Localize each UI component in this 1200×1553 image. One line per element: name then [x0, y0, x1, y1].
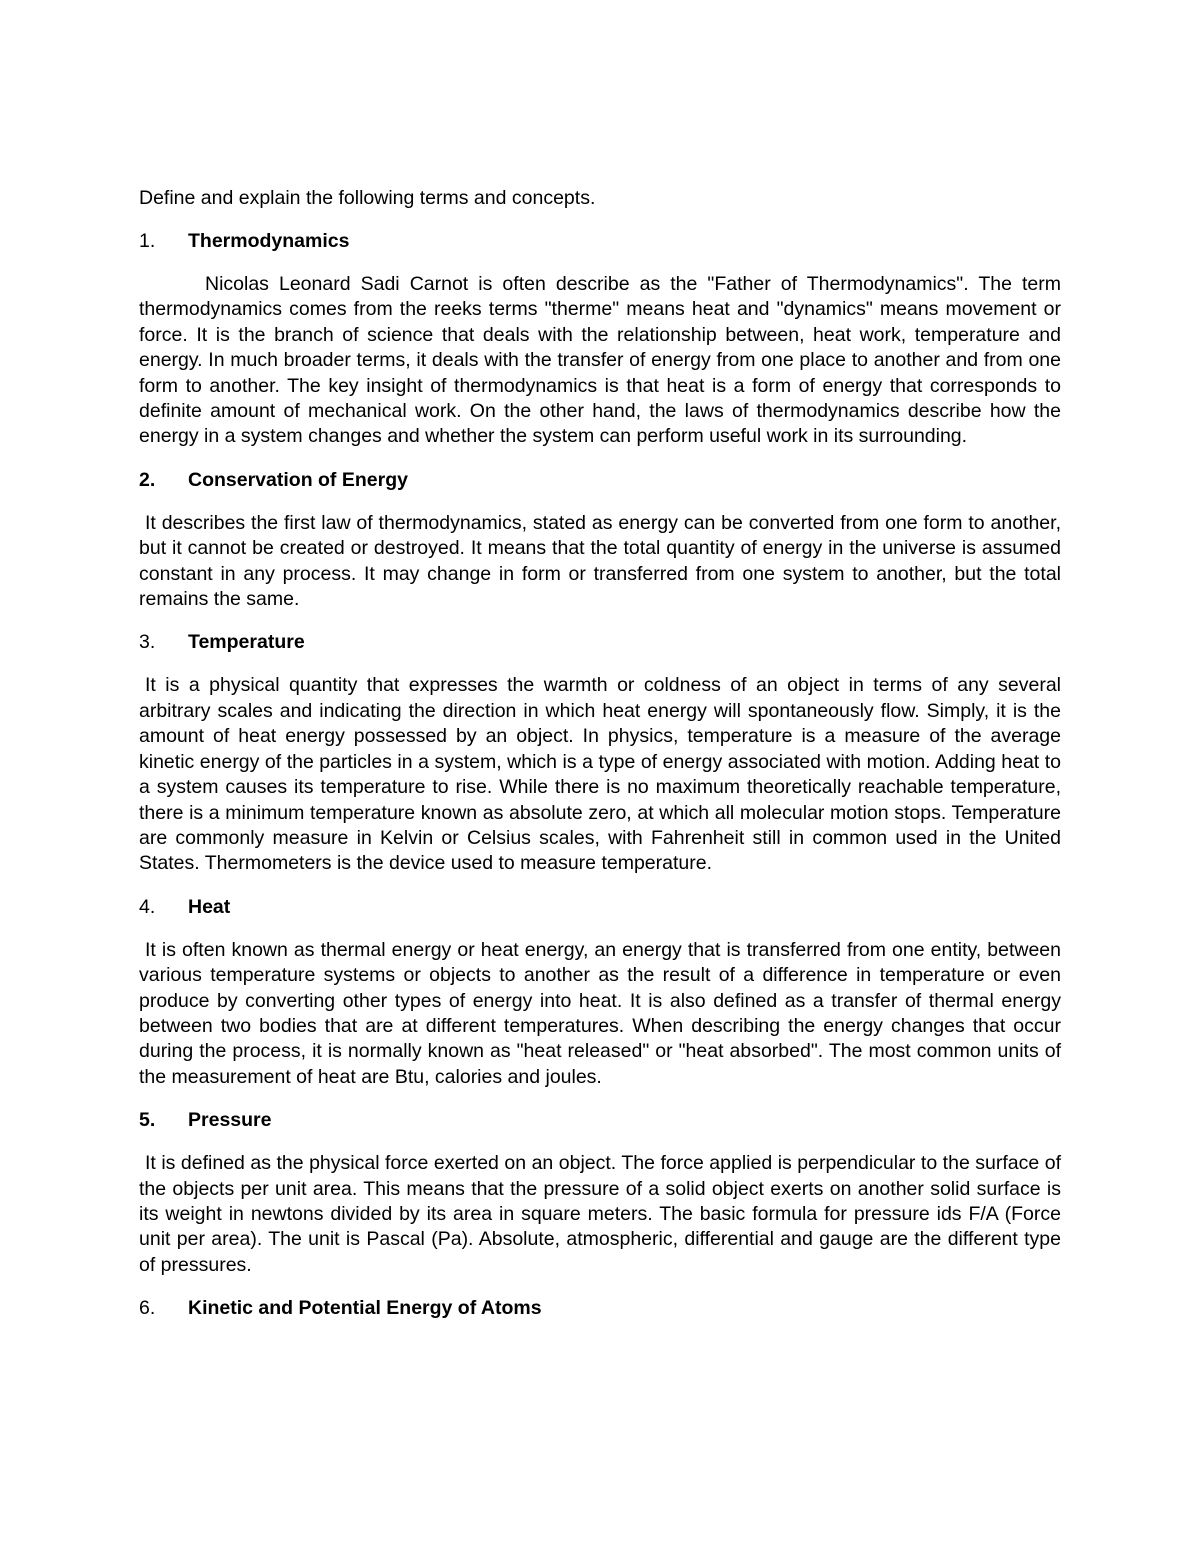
section-title: Pressure	[188, 1109, 272, 1132]
section-heat	[139, 895, 1061, 1090]
section-body: Nicolas Leonard Sadi Carnot is often describe as the "Father of Thermodynamics". The term thermodynamics comes from the reeks terms "therme" means heat and "dynamics" means movement or force. It is the branch of science that deals with the relationship between, heat work, temperature and energy. In much broader terms, it deals with the transfer of energy from one place to another and from one form to another. The key insight of thermodynamics is that heat is a form of energy that corresponds to definite amount of mechanical work. On the other hand, the laws of thermodynamics describe how the energy in a system changes and whether the system can perform useful work in its surrounding.	[139, 273, 1061, 448]
section-body: It is a physical quantity that expresses the warmth or coldness of an object in terms of any several arbitrary scales and indicating the direction in which heat energy will spontaneously flow. Simply, it is the amount of heat energy possessed by an object. In physics, temperature is a measure of the average kinetic energy of the particles in a system, which is a type of energy associated with motion. Adding heat to a system causes its temperature to rise. While there is no maximum theoretically reachable temperature, there is a minimum temperature known as absolute zero, at which all molecular motion stops. Temperature are commonly measure in Kelvin or Celsius scales, with Fahrenheit still in common used in the United States. Thermometers is the device used to measure temperature.	[139, 674, 1061, 875]
intro-text: Define and explain the following terms and concepts.	[139, 187, 596, 209]
section-number: 2.	[139, 468, 156, 491]
section-title: Heat	[188, 895, 231, 918]
section-heading	[139, 229, 1061, 254]
section-number: 1.	[139, 230, 156, 252]
section-title: Temperature	[188, 631, 305, 654]
document-page	[139, 186, 1061, 1339]
section-heading	[139, 1108, 1061, 1133]
section-title: Thermodynamics	[188, 230, 350, 252]
section-thermodynamics	[139, 229, 1061, 450]
section-conservation-of-energy	[139, 468, 1061, 613]
section-number: 6.	[139, 1297, 156, 1320]
section-heading	[139, 630, 1061, 655]
section-number: 3.	[139, 631, 156, 654]
section-title: Conservation of Energy	[188, 468, 408, 491]
section-number: 5.	[139, 1109, 156, 1132]
section-body: It is often known as thermal energy or heat energy, an energy that is transferred from one entity, between various temperature systems or objects to another as the result of a difference in temperature or even produce by converting other types of energy into heat. It is also defined as a transfer of thermal energy between two bodies that are at different temperatures. When describing the energy changes that occur during the process, it is normally known as "heat released" or "heat absorbed". The most common units of the measurement of heat are Btu, calories and joules.	[139, 938, 1061, 1088]
section-body: It is defined as the physical force exerted on an object. The force applied is perpendicular to the surface of the objects per unit area. This means that the pressure of a solid object exerts on another solid surface is its weight in newtons divided by its area in square meters. The basic formula for pressure ids F/A (Force unit per area). The unit is Pascal (Pa). Absolute, atmospheric, differential and gauge are the different type of pressures.	[139, 1152, 1061, 1276]
section-body: It describes the first law of thermodynamics, stated as energy can be converted from one form to another, but it cannot be created or destroyed. It means that the total quantity of energy in the universe is assumed constant in any process. It may change in form or transferred from one system to another, but the total remains the same.	[139, 511, 1061, 611]
section-kinetic-potential-energy	[139, 1296, 1061, 1321]
section-heading	[139, 895, 1061, 920]
section-temperature	[139, 630, 1061, 876]
section-heading	[139, 468, 1061, 493]
section-heading	[139, 1296, 1061, 1321]
section-title: Kinetic and Potential Energy of Atoms	[188, 1297, 542, 1320]
section-pressure	[139, 1108, 1061, 1278]
section-number: 4.	[139, 895, 156, 918]
